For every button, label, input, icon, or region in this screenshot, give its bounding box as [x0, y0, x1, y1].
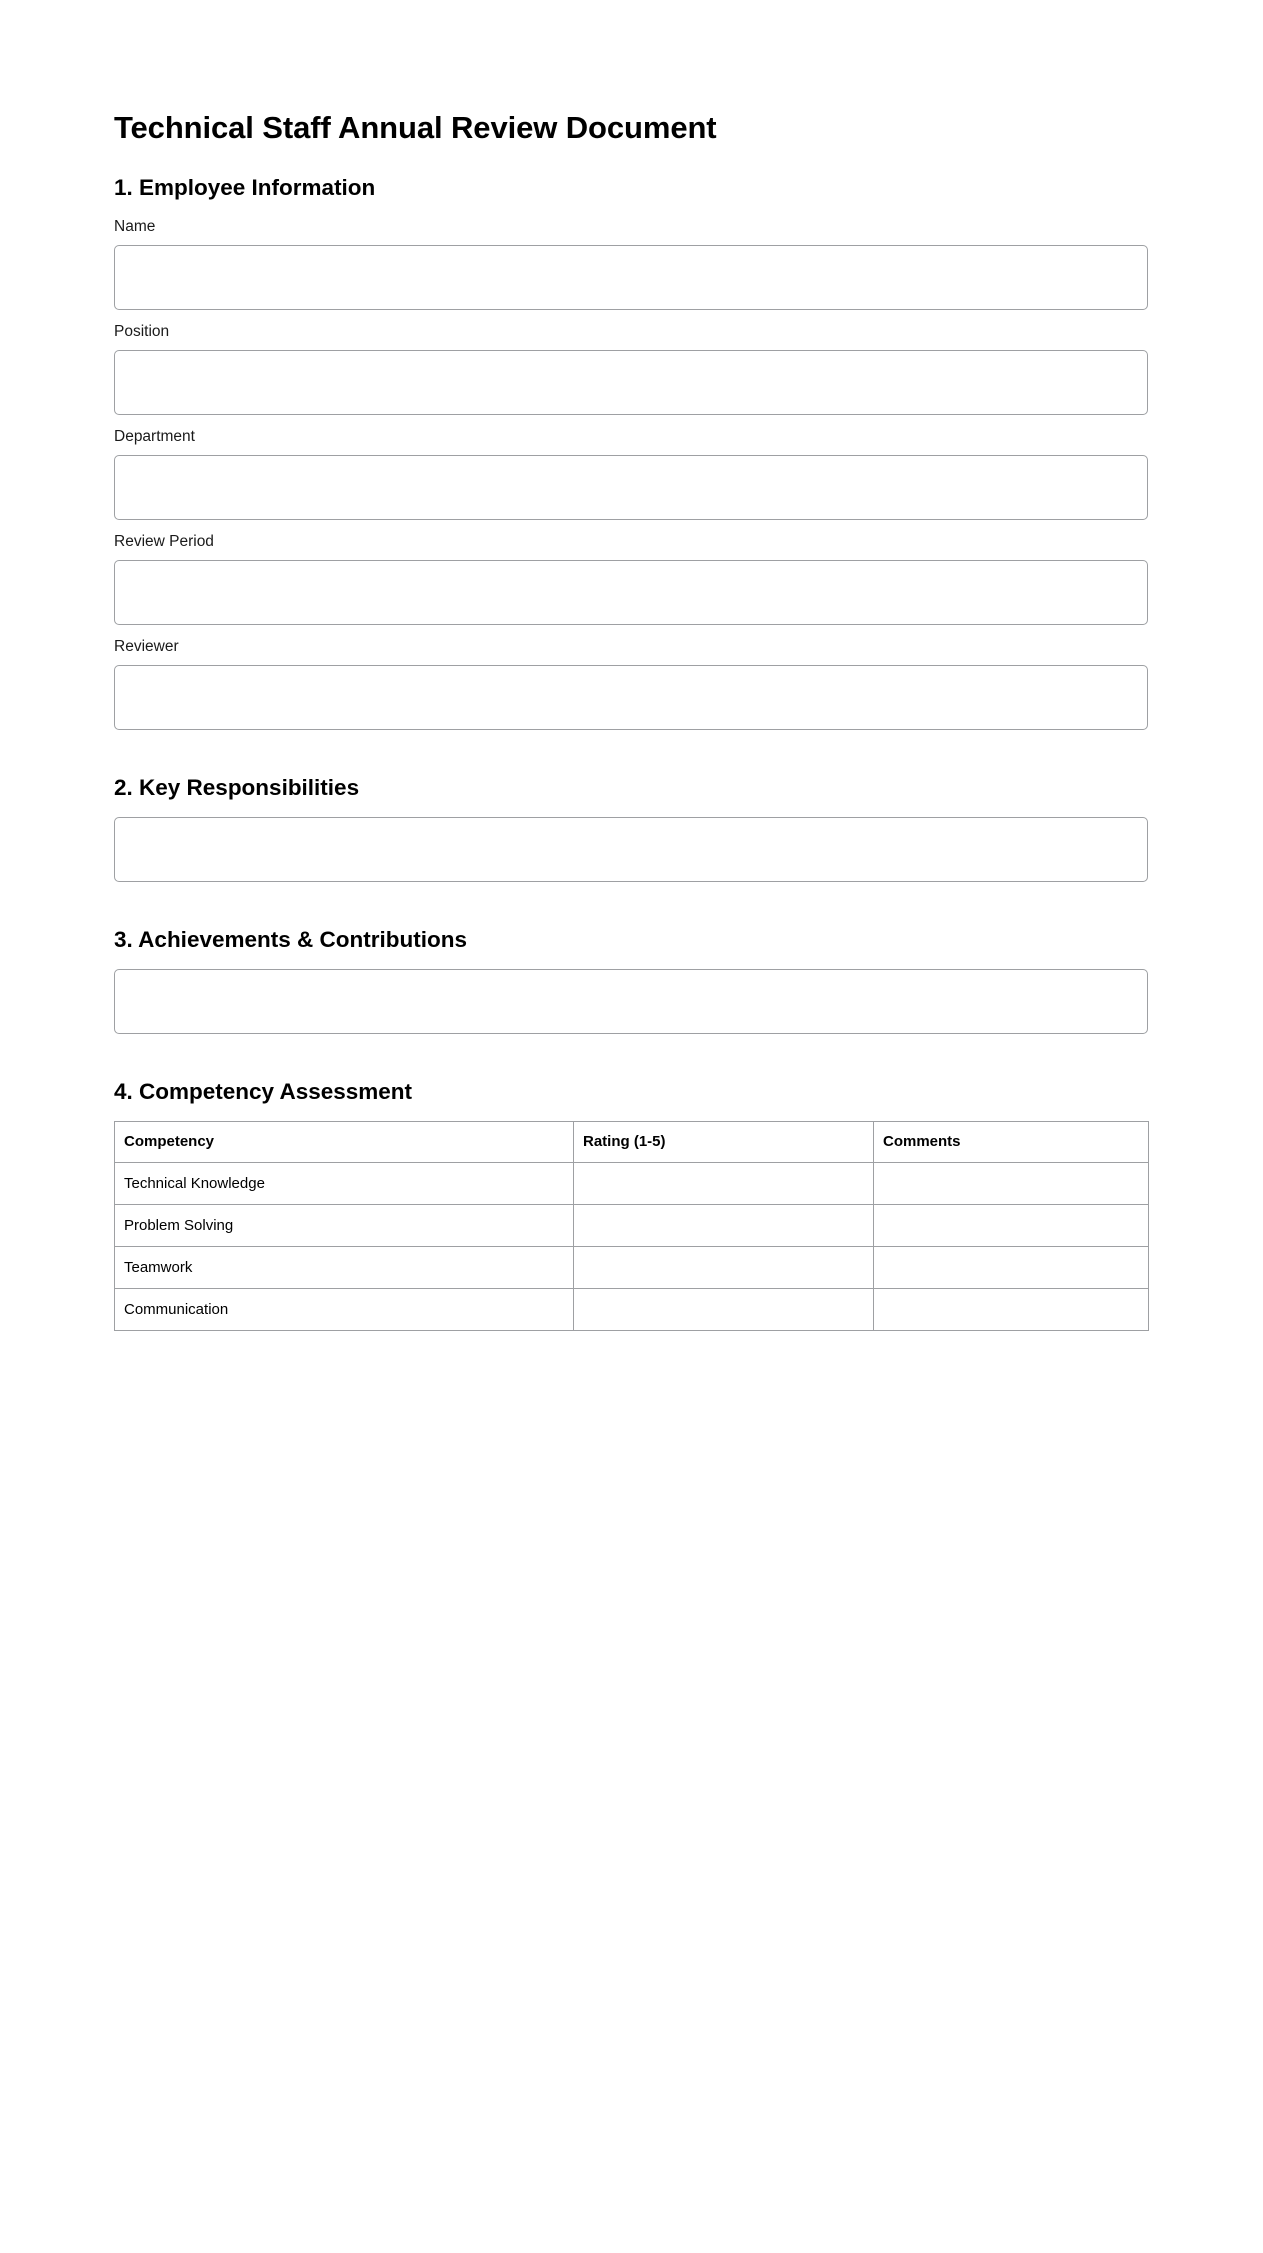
cell-competency: Communication — [115, 1288, 574, 1330]
label-department: Department — [114, 427, 195, 445]
label-review-period: Review Period — [114, 533, 214, 551]
cell-competency: Technical Knowledge — [115, 1162, 574, 1204]
section-heading-key-responsibilities: 2. Key Responsibilities — [114, 775, 360, 801]
column-header-rating: Rating (1-5) — [574, 1122, 874, 1163]
page-title: Technical Staff Annual Review Document — [114, 110, 717, 145]
table-row — [115, 1246, 1149, 1288]
table-row — [115, 1288, 1149, 1330]
column-header-comments: Comments — [874, 1122, 1149, 1163]
cell-competency: Teamwork — [115, 1246, 574, 1288]
field-reviewer — [114, 637, 1148, 730]
section-key-responsibilities — [114, 774, 1148, 882]
column-header-competency: Competency — [115, 1122, 574, 1163]
section-competency-assessment — [114, 1078, 1148, 1331]
input-position[interactable] — [114, 350, 1148, 415]
table-row — [115, 1162, 1149, 1204]
input-reviewer[interactable] — [114, 665, 1148, 730]
cell-rating[interactable] — [574, 1162, 874, 1204]
section-heading-achievements: 3. Achievements & Contributions — [114, 927, 467, 953]
field-name — [114, 217, 1148, 310]
cell-comments[interactable] — [874, 1162, 1149, 1204]
field-position — [114, 322, 1148, 415]
input-achievements[interactable] — [114, 969, 1148, 1034]
table-header-row — [115, 1122, 1149, 1163]
input-review-period[interactable] — [114, 560, 1148, 625]
label-reviewer: Reviewer — [114, 638, 179, 656]
label-position: Position — [114, 322, 170, 340]
cell-rating[interactable] — [574, 1246, 874, 1288]
input-key-responsibilities[interactable] — [114, 817, 1148, 882]
table-row — [115, 1204, 1149, 1246]
section-achievements — [114, 926, 1148, 1034]
cell-rating[interactable] — [574, 1204, 874, 1246]
section-heading-competency-assessment: 4. Competency Assessment — [114, 1079, 413, 1105]
cell-comments[interactable] — [874, 1288, 1149, 1330]
field-department — [114, 427, 1148, 520]
field-review-period — [114, 532, 1148, 625]
section-employee-information — [114, 174, 1148, 731]
cell-comments[interactable] — [874, 1204, 1149, 1246]
cell-competency: Problem Solving — [115, 1204, 574, 1246]
input-name[interactable] — [114, 245, 1148, 310]
cell-rating[interactable] — [574, 1288, 874, 1330]
section-heading-employee-information: 1. Employee Information — [114, 174, 376, 200]
competency-assessment-table — [114, 1121, 1149, 1331]
cell-comments[interactable] — [874, 1246, 1149, 1288]
input-department[interactable] — [114, 455, 1148, 520]
label-name: Name — [114, 217, 156, 235]
